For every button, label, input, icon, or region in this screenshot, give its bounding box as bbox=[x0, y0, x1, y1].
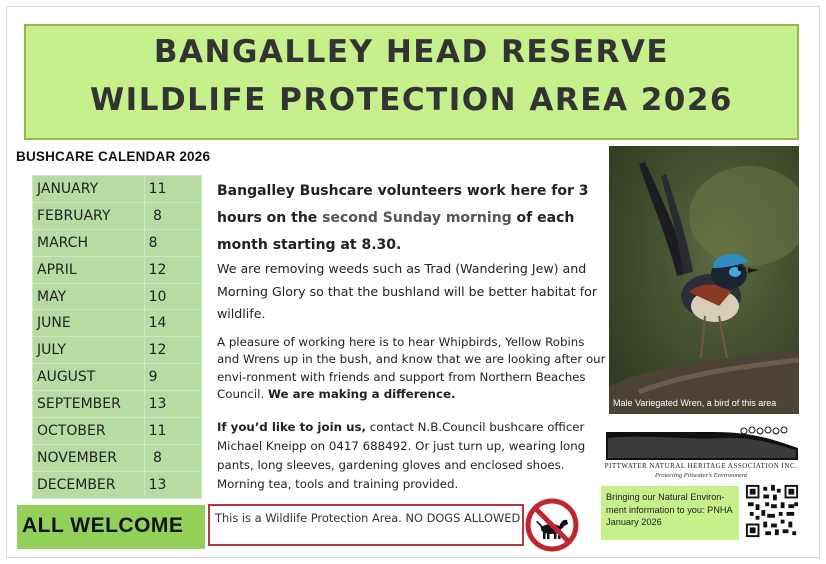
calendar-row bbox=[33, 202, 202, 229]
calendar-month: NOVEMBER bbox=[33, 444, 145, 471]
calendar-month: APRIL bbox=[33, 256, 145, 283]
no-dogs-notice bbox=[208, 504, 524, 546]
calendar-day: 12 bbox=[144, 337, 201, 364]
calendar-month: JANUARY bbox=[33, 176, 145, 203]
calendar-day: 11 bbox=[144, 418, 201, 445]
calendar-row bbox=[33, 229, 202, 256]
calendar-month: AUGUST bbox=[33, 364, 145, 391]
calendar-month: JUNE bbox=[33, 310, 145, 337]
calendar-month: DECEMBER bbox=[33, 471, 145, 498]
calendar-row bbox=[33, 364, 202, 391]
calendar-day: 8 bbox=[144, 444, 201, 471]
pnha-info-box: Bringing our Natural Environ-ment information to you: PNHA January 2026 bbox=[601, 486, 739, 540]
no-dogs-icon bbox=[524, 497, 580, 553]
pleasure-text: A pleasure of working here is to hear Whipbirds, Yellow Robins and Wrens up in the bush, and know that we are looking after our envi-ronment with friends and support from Northern Beaches Council. bbox=[217, 335, 606, 402]
logo-tagline: Protecting Pittwater’s Environment bbox=[654, 472, 748, 479]
calendar-row bbox=[33, 444, 202, 471]
intro-before: Bangalley Bushcare volunteers work here for 3 hours on the bbox=[217, 183, 589, 226]
calendar-day: 11 bbox=[144, 176, 201, 203]
join-text: contact N.B.Council bushcare officer Michael Kneipp on 0417 688492. Or just turn up, wearing long pants, long sleeves, gardening gloves and enclosed shoes. Morning tea, tools and training provided. bbox=[217, 420, 586, 491]
photo-caption: Male Variegated Wren, a bird of this area bbox=[613, 398, 777, 408]
calendar-row bbox=[33, 391, 202, 418]
wren-photo bbox=[609, 146, 799, 414]
no-dogs-text: This is a Wildlife Protection Area. NO DOGS ALLOWED bbox=[215, 511, 521, 525]
calendar-row bbox=[33, 283, 202, 310]
calendar-day: 8 bbox=[144, 229, 201, 256]
calendar-month: FEBRUARY bbox=[33, 202, 145, 229]
title-banner bbox=[24, 24, 799, 140]
intro-text bbox=[217, 178, 602, 259]
join-paragraph bbox=[217, 418, 605, 494]
calendar-day: 10 bbox=[144, 283, 201, 310]
logo-name: PITTWATER NATURAL HERITAGE ASSOCIATION INC. bbox=[604, 462, 798, 470]
all-welcome-banner: ALL WELCOME bbox=[17, 505, 205, 549]
title-line-2: WILDLIFE PROTECTION AREA 2026 bbox=[89, 82, 734, 118]
calendar-month: MAY bbox=[33, 283, 145, 310]
calendar-day: 9 bbox=[144, 364, 201, 391]
qr-code-icon[interactable] bbox=[744, 483, 800, 539]
calendar-month: JULY bbox=[33, 337, 145, 364]
calendar-row bbox=[33, 310, 202, 337]
calendar-row bbox=[33, 256, 202, 283]
difference-text: We are making a difference. bbox=[267, 387, 456, 402]
calendar-month: SEPTEMBER bbox=[33, 391, 145, 418]
title-line-1: BANGALLEY HEAD RESERVE bbox=[153, 34, 670, 70]
calendar-day: 13 bbox=[144, 391, 201, 418]
calendar-day: 8 bbox=[144, 202, 201, 229]
weeds-paragraph: We are removing weeds such as Trad (Wandering Jew) and Morning Glory so that the bushland will be better habitat for wildlife. bbox=[217, 261, 598, 321]
join-lead: If you’d like to join us, bbox=[217, 420, 367, 434]
calendar-day: 12 bbox=[144, 256, 201, 283]
calendar-row bbox=[33, 471, 202, 498]
calendar-row bbox=[33, 418, 202, 445]
calendar-row bbox=[33, 337, 202, 364]
wren-illustration bbox=[609, 146, 799, 414]
calendar-title: BUSHCARE CALENDAR 2026 bbox=[16, 149, 211, 164]
bushcare-calendar-table bbox=[32, 175, 202, 499]
calendar-month: MARCH bbox=[33, 229, 145, 256]
logo-graphic bbox=[604, 426, 800, 462]
calendar-day: 13 bbox=[144, 471, 201, 498]
pnha-logo bbox=[604, 426, 800, 482]
calendar-row bbox=[33, 176, 202, 203]
intro-after: of each month starting at 8.30. bbox=[217, 210, 575, 253]
intro-highlight: second Sunday morning bbox=[322, 210, 512, 226]
calendar-month: OCTOBER bbox=[33, 418, 145, 445]
calendar-day: 14 bbox=[144, 310, 201, 337]
pleasure-paragraph bbox=[217, 334, 607, 404]
